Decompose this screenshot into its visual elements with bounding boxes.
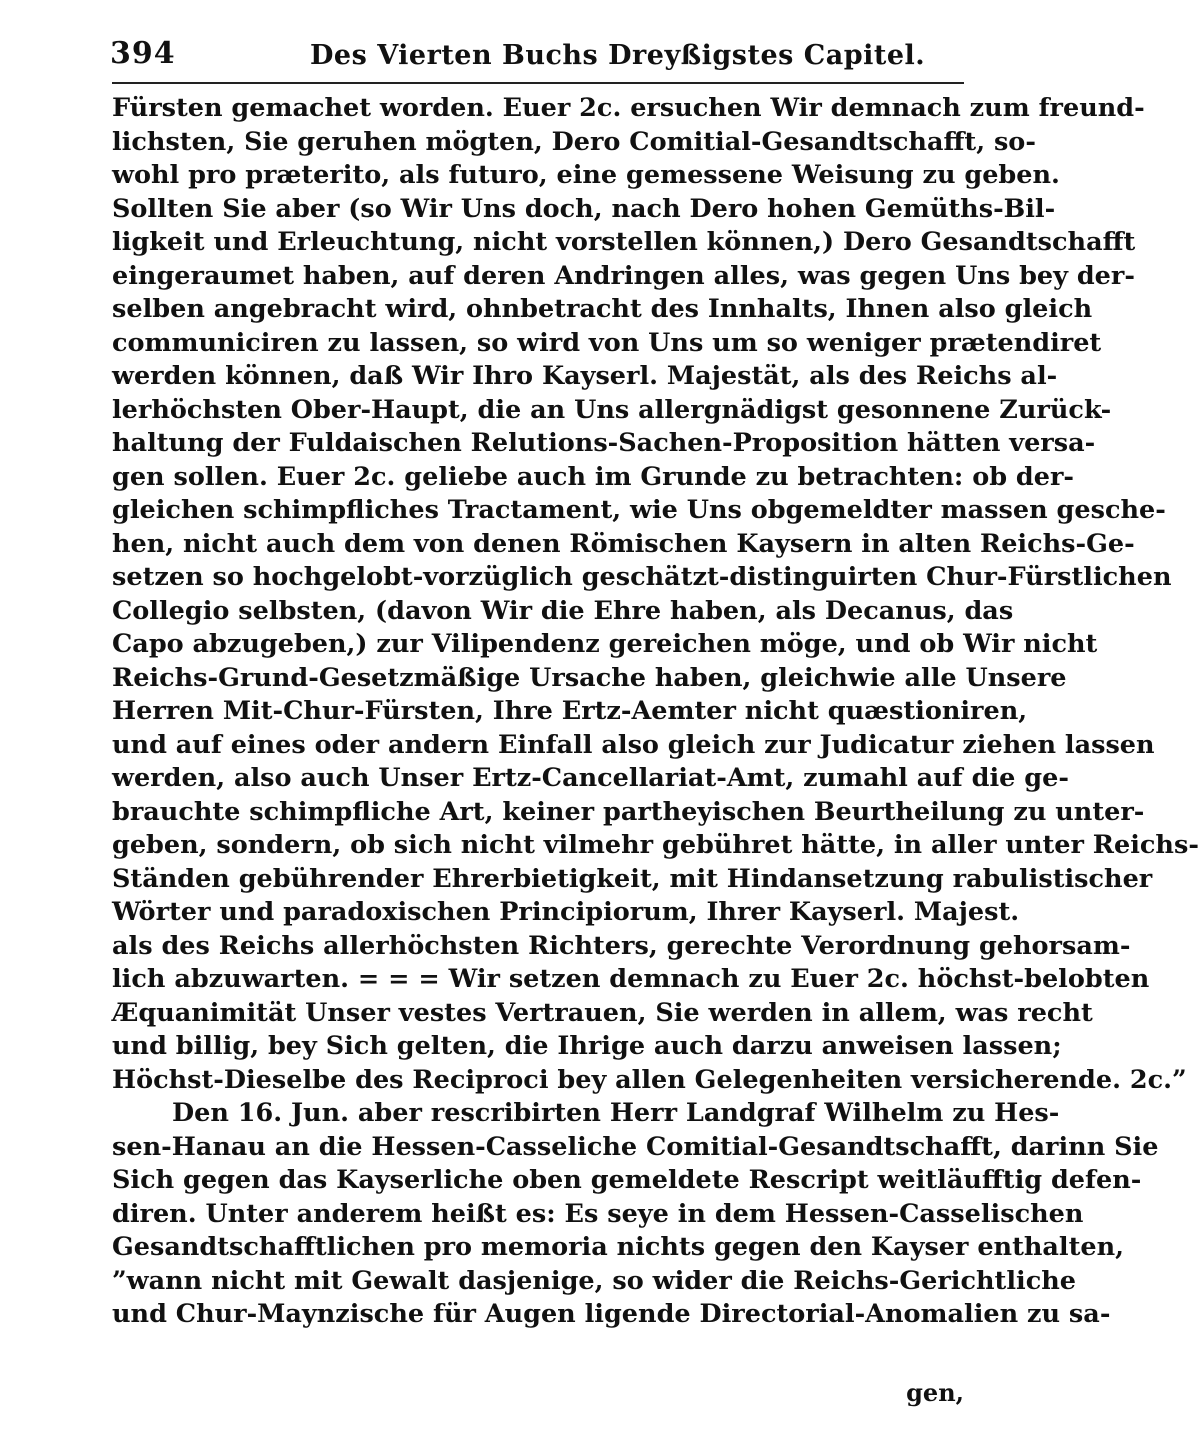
text-line: lichsten, Sie geruhen mögten, Dero Comitial-Gesandtschafft, so- bbox=[112, 126, 1036, 157]
text-line: ”wann nicht mit Gewalt dasjenige, so wider die Reichs-Gerichtliche bbox=[112, 1265, 1076, 1296]
text-line: hen, nicht auch dem von denen Römischen Kaysern in alten Reichs-Ge- bbox=[112, 528, 1135, 559]
page-number: 394 bbox=[110, 36, 176, 71]
text-line: ligkeit und Erleuchtung, nicht vorstellen können,) Dero Gesandtschafft bbox=[112, 227, 1136, 257]
text-line: lerhöchsten Ober-Haupt, die an Uns allergnädigst gesonnene Zurück- bbox=[112, 394, 1112, 425]
text-line: als des Reichs allerhöchsten Richters, gerechte Verordnung gehorsam- bbox=[112, 930, 1131, 961]
text-line: Herren Mit-Chur-Fürsten, Ihre Ertz-Aemter nicht quæstioniren, bbox=[112, 696, 1028, 726]
text-line: und billig, bey Sich gelten, die Ihrige auch darzu anweisen lassen; bbox=[112, 1031, 1062, 1061]
text-line: gleichen schimpfliches Tractament, wie Uns obgemeldter massen gesche- bbox=[112, 495, 1166, 525]
text-line: Den 16. Jun. aber rescribirten Herr Landgraf Wilhelm zu Hes- bbox=[172, 1098, 1060, 1128]
text-line: werden, also auch Unser Ertz-Cancellariat-Amt, zumahl auf die ge- bbox=[112, 763, 1069, 793]
text-line: Gesandtschafftlichen pro memoria nichts gegen den Kayser enthalten, bbox=[112, 1232, 1125, 1262]
page-header bbox=[110, 34, 970, 80]
text-line: sen-Hanau an die Hessen-Casseliche Comitial-Gesandtschafft, darinn Sie bbox=[112, 1131, 1159, 1162]
catchword: gen, bbox=[906, 1378, 964, 1407]
text-line: gen sollen. Euer 2c. geliebe auch im Grunde zu betrachten: ob der- bbox=[112, 461, 1075, 492]
text-line: eingeraumet haben, auf deren Andringen alles, was gegen Uns bey der- bbox=[112, 260, 1135, 291]
text-line: diren. Unter anderem heißt es: Es seye in dem Hessen-Casselischen bbox=[112, 1198, 1084, 1229]
text-line: lich abzuwarten. = = = Wir setzen demnach zu Euer 2c. höchst-belobten bbox=[112, 964, 1150, 994]
text-line: communiciren zu lassen, so wird von Uns um so weniger prætendiret bbox=[112, 327, 1102, 358]
text-line: brauchte schimpfliche Art, keiner partheyischen Beurtheilung zu unter- bbox=[112, 796, 1145, 827]
text-line: Æquanimität Unser vestes Vertrauen, Sie werden in allem, was recht bbox=[112, 997, 1093, 1028]
text-line: haltung der Fuldaischen Relutions-Sachen-Proposition hätten versa- bbox=[112, 428, 1096, 458]
text-line: Ständen gebührender Ehrerbietigkeit, mit Hindansetzung rabulistischer bbox=[112, 863, 1153, 894]
text-line: geben, sondern, ob sich nicht vilmehr gebühret hätte, in aller unter Reichs- bbox=[112, 830, 1199, 860]
running-title: Des Vierten Buchs Dreyßigstes Capitel. bbox=[310, 40, 926, 71]
text-line: Fürsten gemachet worden. Euer 2c. ersuchen Wir demnach zum freund- bbox=[112, 93, 1145, 123]
text-line: wohl pro præterito, als futuro, eine gemessene Weisung zu geben. bbox=[112, 160, 1060, 190]
text-line: Capo abzugeben,) zur Vilipendenz gereichen möge, und ob Wir nicht bbox=[112, 629, 1098, 659]
body-text bbox=[112, 92, 1199, 1332]
text-line: werden können, daß Wir Ihro Kayserl. Majestät, als des Reichs al- bbox=[112, 361, 1058, 391]
text-line: Höchst-Dieselbe des Reciproci bey allen Gelegenheiten versicherende. 2c.” bbox=[112, 1064, 1187, 1095]
text-line: Reichs-Grund-Gesetzmäßige Ursache haben, gleichwie alle Unsere bbox=[112, 662, 1067, 693]
text-line: Wörter und paradoxischen Principiorum, Ihrer Kayserl. Majest. bbox=[112, 897, 1020, 927]
text-line: Collegio selbsten, (davon Wir die Ehre haben, als Decanus, das bbox=[112, 595, 1014, 626]
header-rule bbox=[112, 82, 964, 84]
text-line: selben angebracht wird, ohnbetracht des Innhalts, Ihnen also gleich bbox=[112, 294, 1093, 324]
text-line: setzen so hochgelobt-vorzüglich geschätzt-distinguirten Chur-Fürstlichen bbox=[112, 562, 1172, 592]
text-line: Sich gegen das Kayserliche oben gemeldete Rescript weitläufftig defen- bbox=[112, 1165, 1142, 1195]
text-line: und auf eines oder andern Einfall also gleich zur Judicatur ziehen lassen bbox=[112, 729, 1155, 760]
text-line: und Chur-Maynzische für Augen ligende Directorial-Anomalien zu sa- bbox=[112, 1299, 1111, 1329]
text-line: Sollten Sie aber (so Wir Uns doch, nach Dero hohen Gemüths-Bil- bbox=[112, 193, 1056, 224]
